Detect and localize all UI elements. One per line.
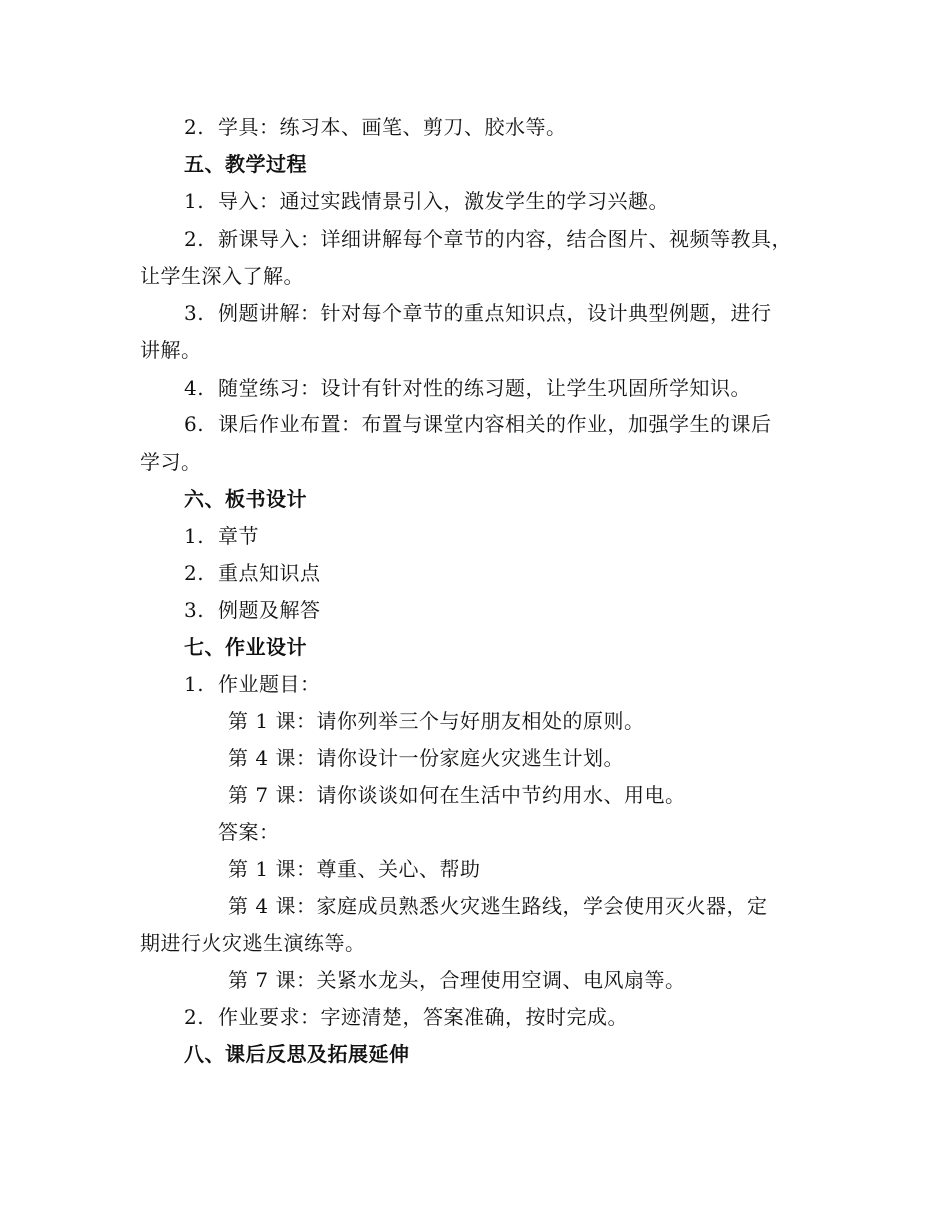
homework-answer: 第 7 课：关紧水龙头，合理使用空调、电风扇等。 (228, 968, 686, 992)
homework-question: 第 1 课：请你列举三个与好朋友相处的原则。 (228, 709, 645, 733)
list-item: 3. 例题讲解：针对每个章节的重点知识点，设计典型例题，进行 (184, 301, 772, 325)
list-item: 1. 作业题目： (184, 672, 321, 696)
list-item: 2. 新课导入：详细讲解每个章节的内容，结合图片、视频等教具， (184, 227, 792, 251)
section-heading: 八、课后反思及拓展延伸 (184, 1042, 410, 1066)
list-item: 1. 章节 (184, 524, 259, 548)
list-item: 2. 学具：练习本、画笔、剪刀、胶水等。 (184, 115, 567, 139)
list-item-continuation: 讲解。 (140, 338, 202, 362)
list-item: 4. 随堂练习：设计有针对性的练习题，让学生巩固所学知识。 (184, 376, 751, 400)
list-item: 6. 课后作业布置：布置与课堂内容相关的作业，加强学生的课后 (184, 412, 772, 436)
homework-answer: 第 4 课：家庭成员熟悉火灾逃生路线，学会使用灭火器，定 (228, 894, 768, 918)
list-item-continuation: 让学生深入了解。 (140, 264, 304, 288)
section-heading: 七、作业设计 (184, 635, 307, 659)
list-item: 1. 导入：通过实践情景引入，激发学生的学习兴趣。 (184, 189, 669, 213)
list-item-continuation: 学习。 (140, 450, 202, 474)
section-heading: 五、教学过程 (184, 152, 307, 176)
homework-question: 第 7 课：请你谈谈如何在生活中节约用水、用电。 (228, 783, 686, 807)
list-item: 3. 例题及解答 (184, 598, 321, 622)
list-item: 2. 作业要求：字迹清楚，答案准确，按时完成。 (184, 1005, 628, 1029)
homework-answer: 第 1 课：尊重、关心、帮助 (228, 857, 481, 881)
list-item: 2. 重点知识点 (184, 561, 321, 585)
answer-label: 答案： (218, 820, 280, 844)
homework-question: 第 4 课：请你设计一份家庭火灾逃生计划。 (228, 746, 624, 770)
section-heading: 六、板书设计 (184, 487, 307, 511)
homework-answer-continuation: 期进行火灾逃生演练等。 (140, 931, 366, 955)
